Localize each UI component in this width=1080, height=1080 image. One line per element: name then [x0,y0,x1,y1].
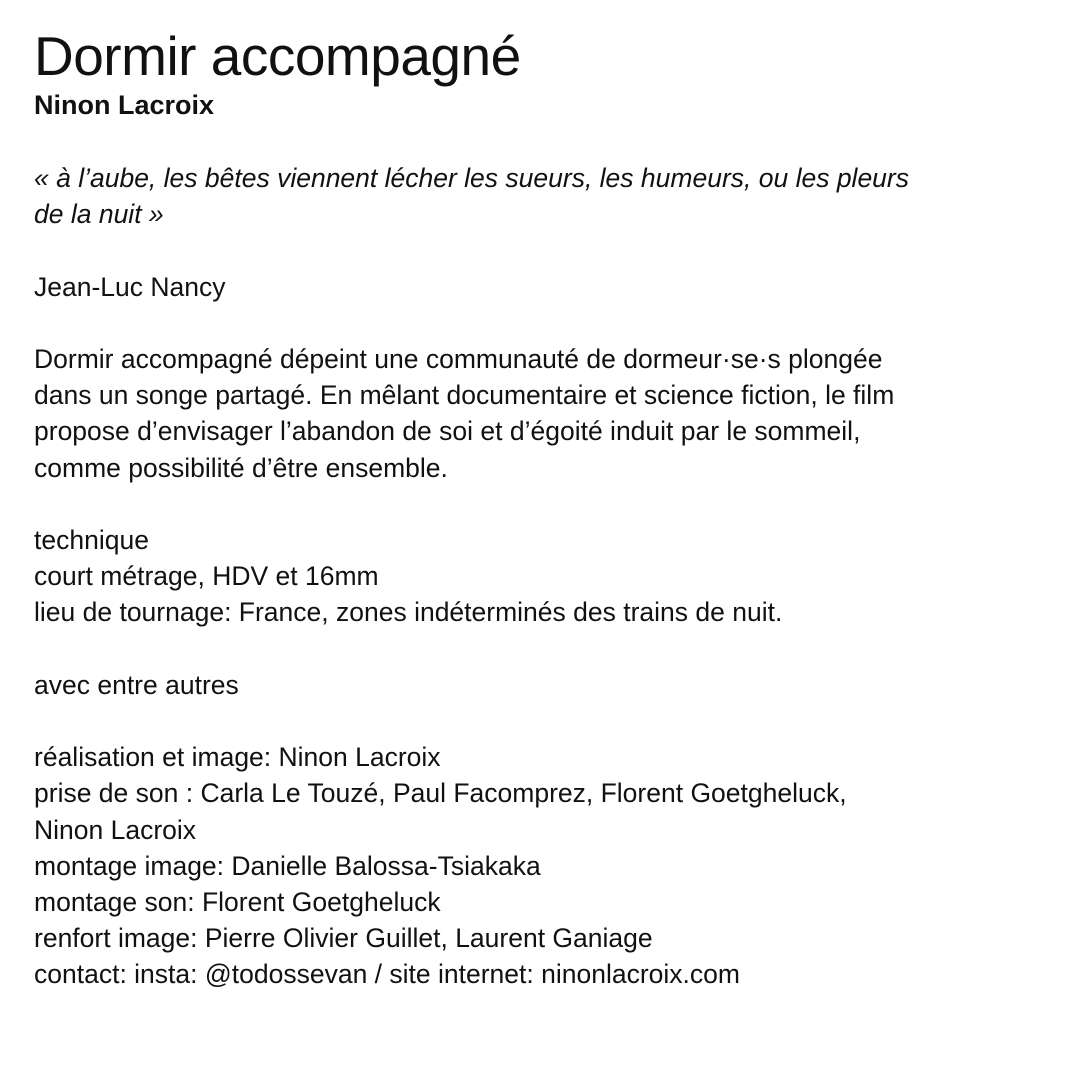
credit-image-editing: montage image: Danielle Balossa-Tsiakaka [34,850,541,881]
cast-section [34,667,1054,703]
quote-attribution [34,269,1054,305]
description-line-2: dans un songe partagé. En mêlant documentaire et science fiction, le film [34,380,895,411]
technique-format: court métrage, HDV et 16mm [34,561,379,592]
credit-sound-line-1: prise de son : Carla Le Touzé, Paul Facomprez, Florent Goetgheluck, [34,778,847,809]
description-line-1: Dormir accompagné dépeint une communauté de dormeur·se·s plongée [34,343,883,374]
credit-sound-line-2: Ninon Lacroix [34,814,197,845]
description-line-4: comme possibilité d’être ensemble. [34,452,448,483]
author-name: Ninon Lacroix [34,90,215,120]
description-line-3: propose d’envisager l’abandon de soi et d’égoité induit par le sommeil, [34,416,861,447]
cast-label: avec entre autres [34,669,239,700]
film-title: Dormir accompagné [34,25,521,87]
spacer [34,232,1054,268]
spacer [34,305,1054,341]
spacer [34,703,1054,739]
credit-direction: réalisation et image: Ninon Lacroix [34,742,441,773]
attribution-text: Jean-Luc Nancy [34,271,226,302]
credit-image-support: renfort image: Pierre Olivier Guillet, Laurent Ganiage [34,923,653,954]
description-paragraph [34,341,1054,486]
spacer [34,486,1054,522]
quote-line-1: « à l’aube, les bêtes viennent lécher les sueurs, les humeurs, ou les pleurs [34,163,909,193]
epigraph-quote [34,160,1054,232]
spacer [34,631,1054,667]
technique-location: lieu de tournage: France, zones indéterminés des trains de nuit. [34,597,783,628]
technique-heading: technique [34,524,149,555]
technique-section [34,522,1054,631]
document-page [34,24,1054,993]
credits-section [34,739,1054,992]
credit-contact: contact: insta: @todossevan / site internet: ninonlacroix.com [34,959,740,990]
credit-sound-editing: montage son: Florent Goetgheluck [34,886,441,917]
quote-line-2: de la nuit » [34,199,164,230]
